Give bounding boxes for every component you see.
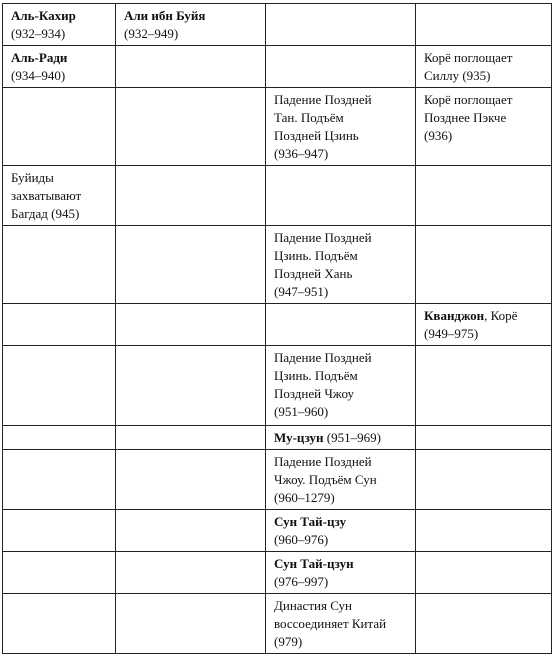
cell-line: [274, 403, 409, 421]
cell-line: [274, 615, 409, 633]
cell-line: [124, 7, 259, 25]
cell-line: [274, 555, 409, 573]
cell-text: (936): [424, 128, 453, 143]
table-cell: [3, 88, 116, 166]
cell-text: Буйиды: [11, 170, 54, 185]
cell-line: [274, 109, 409, 127]
table-cell: [116, 552, 266, 594]
table-cell: [416, 166, 552, 226]
cell-line: [11, 7, 109, 25]
table-cell: [266, 510, 416, 552]
table-row: [3, 4, 552, 46]
cell-line: [274, 127, 409, 145]
cell-text: Корё поглощает: [424, 92, 513, 107]
cell-text: (976–997): [274, 574, 329, 589]
table-cell: [416, 450, 552, 510]
cell-line: [424, 67, 545, 85]
cell-text: (932–934): [11, 26, 66, 41]
cell-text-bold: Али ибн Буйя: [124, 8, 206, 23]
table-cell: [3, 4, 116, 46]
cell-text: (951–960): [274, 404, 329, 419]
table-cell: [3, 304, 116, 346]
table-row: [3, 226, 552, 304]
table-cell: [266, 304, 416, 346]
cell-text: (960–1279): [274, 490, 335, 505]
cell-line: [274, 283, 409, 301]
cell-line: [11, 205, 109, 223]
cell-line: [274, 489, 409, 507]
cell-line: [274, 145, 409, 163]
table-cell: [416, 88, 552, 166]
cell-line: [424, 325, 545, 343]
cell-text-bold: Сун Тай-цзун: [274, 556, 354, 571]
table-row: [3, 450, 552, 510]
cell-text-bold: Аль-Кахир: [11, 8, 76, 23]
cell-text: Багдад (945): [11, 206, 80, 221]
cell-text: Падение Поздней: [274, 454, 372, 469]
cell-line: [11, 25, 109, 43]
cell-line: [274, 229, 409, 247]
table-row: [3, 510, 552, 552]
table-row: [3, 552, 552, 594]
table-cell: [416, 4, 552, 46]
timeline-table-body: [3, 4, 552, 654]
table-row: [3, 426, 552, 450]
cell-line: [124, 25, 259, 43]
table-cell: [416, 346, 552, 426]
table-row: [3, 304, 552, 346]
table-cell: [3, 426, 116, 450]
table-cell: [116, 510, 266, 552]
cell-line: [274, 265, 409, 283]
cell-text: Цзинь. Подъём: [274, 248, 358, 263]
cell-line: [424, 127, 545, 145]
cell-line: [11, 67, 109, 85]
cell-line: [274, 633, 409, 651]
table-cell: [266, 226, 416, 304]
table-cell: [116, 166, 266, 226]
cell-text: (932–949): [124, 26, 179, 41]
cell-line: [424, 109, 545, 127]
cell-text: Поздней Цзинь: [274, 128, 359, 143]
table-cell: [266, 346, 416, 426]
cell-text: Поздней Чжоу: [274, 386, 354, 401]
cell-line: [274, 367, 409, 385]
cell-line: [11, 169, 109, 187]
cell-text: (947–951): [274, 284, 329, 299]
cell-line: [274, 385, 409, 403]
cell-line: [274, 597, 409, 615]
table-cell: [3, 552, 116, 594]
table-cell: [116, 4, 266, 46]
table-cell: [416, 426, 552, 450]
cell-text: Падение Поздней: [274, 230, 372, 245]
cell-text: (979): [274, 634, 303, 649]
cell-text: Чжоу. Подъём Сун: [274, 472, 377, 487]
table-row: [3, 166, 552, 226]
cell-text: захватывают: [11, 188, 82, 203]
cell-line: [274, 471, 409, 489]
timeline-table: [2, 3, 552, 654]
table-cell: [3, 226, 116, 304]
cell-text: , Корё: [484, 308, 518, 323]
table-cell: [266, 4, 416, 46]
timeline-page: [2, 3, 551, 654]
table-cell: [3, 450, 116, 510]
cell-text-bold: Сун Тай-цзу: [274, 514, 347, 529]
table-cell: [266, 88, 416, 166]
cell-line: [424, 49, 545, 67]
cell-line: [274, 513, 409, 531]
cell-line: [274, 349, 409, 367]
cell-text: Поздней Хань: [274, 266, 353, 281]
cell-line: [274, 91, 409, 109]
cell-text: Тан. Подъём: [274, 110, 344, 125]
cell-text: (936–947): [274, 146, 329, 161]
table-cell: [3, 510, 116, 552]
table-cell: [116, 426, 266, 450]
cell-line: [424, 307, 545, 325]
table-cell: [416, 46, 552, 88]
cell-text-bold: Му-цзун: [274, 430, 324, 445]
table-cell: [116, 304, 266, 346]
cell-text: Цзинь. Подъём: [274, 368, 358, 383]
table-cell: [116, 46, 266, 88]
table-row: [3, 346, 552, 426]
table-cell: [3, 166, 116, 226]
table-cell: [116, 88, 266, 166]
table-cell: [266, 450, 416, 510]
table-cell: [266, 552, 416, 594]
table-cell: [416, 304, 552, 346]
table-row: [3, 88, 552, 166]
cell-line: [274, 247, 409, 265]
cell-line: [274, 429, 409, 447]
cell-line: [274, 453, 409, 471]
table-cell: [416, 510, 552, 552]
cell-text: Падение Поздней: [274, 350, 372, 365]
cell-line: [11, 187, 109, 205]
table-cell: [3, 346, 116, 426]
table-row: [3, 46, 552, 88]
cell-text: Династия Сун: [274, 598, 352, 613]
cell-text: воссоединяет Китай: [274, 616, 387, 631]
table-cell: [266, 426, 416, 450]
cell-text: (951–969): [323, 430, 381, 445]
cell-text-bold: Аль-Ради: [11, 50, 68, 65]
table-cell: [116, 450, 266, 510]
cell-text-bold: Кванджон: [424, 308, 485, 323]
table-cell: [116, 346, 266, 426]
table-cell: [116, 226, 266, 304]
cell-line: [424, 91, 545, 109]
cell-text: Позднее Пэкче: [424, 110, 507, 125]
cell-text: Корё поглощает: [424, 50, 513, 65]
table-cell: [3, 46, 116, 88]
table-cell: [416, 552, 552, 594]
cell-line: [274, 531, 409, 549]
cell-line: [11, 49, 109, 67]
cell-text: (960–976): [274, 532, 329, 547]
cell-text: (934–940): [11, 68, 66, 83]
cell-line: [274, 573, 409, 591]
table-cell: [266, 46, 416, 88]
cell-text: Силлу (935): [424, 68, 491, 83]
cell-text: Падение Поздней: [274, 92, 372, 107]
table-cell: [416, 226, 552, 304]
table-cell: [266, 166, 416, 226]
cell-text: (949–975): [424, 326, 479, 341]
